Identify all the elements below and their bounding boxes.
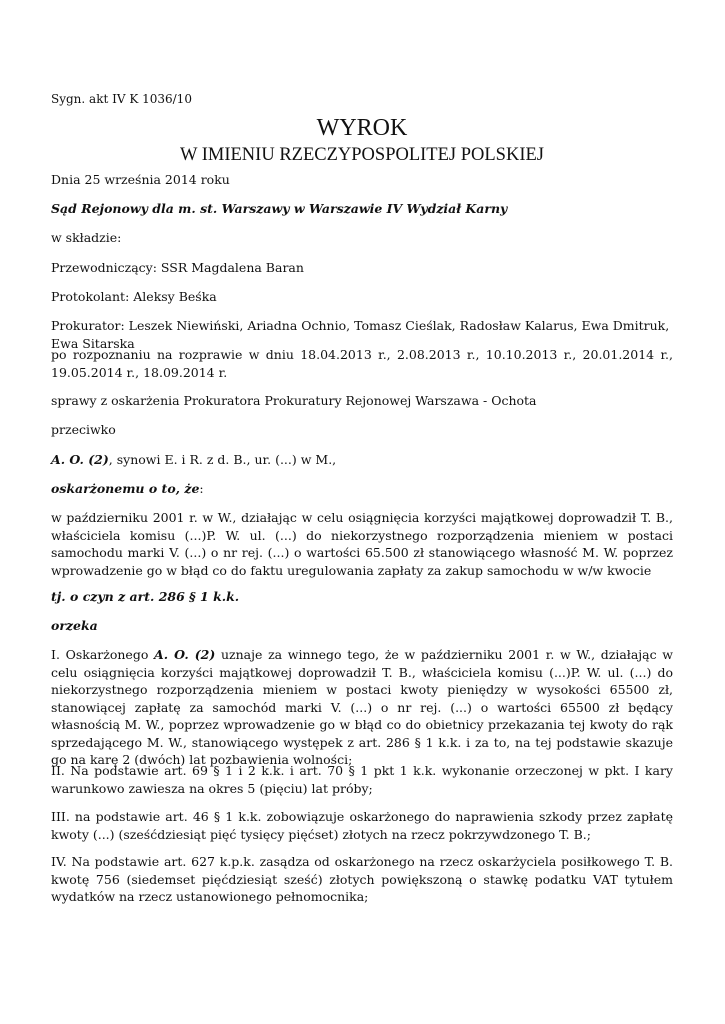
date-line: Dnia 25 września 2014 roku xyxy=(51,172,230,187)
point-1-name: A. O. (2) xyxy=(154,647,216,662)
hearing-line: po rozpoznaniu na rozprawie w dniu 18.04.2013 r., 2.08.2013 r., 10.10.2013 r., 20.01.2014 r., 19.05.2014 r., 18.09.2014 r. xyxy=(51,347,673,380)
case-from-line: sprawy z oskarżenia Prokuratora Prokuratury Rejonowej Warszawa - Ochota xyxy=(51,393,537,408)
chair-line: Przewodniczący: SSR Magdalena Baran xyxy=(51,260,304,275)
prosecutor-line: Prokurator: Leszek Niewiński, Ariadna Ochnio, Tomasz Cieślak, Radosław Kalarus, Ewa Dmitruk, Ewa Sitarska xyxy=(51,318,670,351)
document-title: WYROK xyxy=(316,115,408,141)
article-line: tj. o czyn z art. 286 § 1 k.k. xyxy=(51,589,240,604)
point-1-prefix: I. Oskarżonego xyxy=(51,647,155,662)
point-1 xyxy=(51,646,673,769)
accused-of-suffix: : xyxy=(199,481,204,496)
composition-label: w składzie: xyxy=(51,230,122,245)
ruling-word: orzeka xyxy=(51,618,98,633)
defendant-line xyxy=(51,451,673,469)
court-name: Sąd Rejonowy dla m. st. Warszawy w Warszawie IV Wydział Karny xyxy=(51,201,508,216)
point-3: III. na podstawie art. 46 § 1 k.k. zobowiązuje oskarżonego do naprawienia szkody przez zapłatę kwoty (...) (sześćdziesiąt pięć tysięcy pięćset) złotych na rzecz pokrzywdzonego T. B.; xyxy=(51,809,673,842)
clerk-line: Protokolant: Aleksy Beśka xyxy=(51,289,217,304)
accused-of-line xyxy=(51,480,673,498)
charge-paragraph: w październiku 2001 r. w W., działając w celu osiągnięcia korzyści majątkowej doprowadził T. B., właściciela komisu (...)P. W. ul. (...) do niekorzystnego rozporządzenia mieniem w postaci samochodu marki V. (...) o nr rej. (...) o wartości 65.500 zł stanowiącego własność M. W. poprzez wprowadzenie go w błąd co do faktu uregulowania zapłaty za zakup samochodu w w/w kwocie xyxy=(51,510,673,578)
defendant-name: A. O. (2) xyxy=(51,452,109,467)
against-line: przeciwko xyxy=(51,422,116,437)
defendant-details: , synowi E. i R. z d. B., ur. (...) w M., xyxy=(108,452,337,467)
point-1-text: uznaje za winnego tego, że w październiku 2001 r. w W., działając w celu osiągnięcia korzyści majątkowej doprowadził T. B., właściciela komisu (...)P. W. ul. (...) do niekorzystnego rozporządzenia mieniem w postaci kwoty pieniędzy w wysokości 65500 zł, stanowiącej zapłatę za samochód marki V. (...) o nr rej. (...) o wartości 65500 zł będący własnością M. W., poprzez wprowadzenie go w błąd co do obietnicy przekazania tej kwoty do rąk sprzedającego M. W., stanowiącego występek z art. 286 § 1 k.k. i za to, na tej podstawie skazuje go na karę 2 (dwóch) lat pozbawienia wolności; xyxy=(51,647,673,767)
case-signature: Sygn. akt IV K 1036/10 xyxy=(51,92,192,106)
document-subtitle: W IMIENIU RZECZYPOSPOLITEJ POLSKIEJ xyxy=(179,145,544,165)
accused-of-label: oskarżonemu o to, że xyxy=(51,481,200,496)
point-4: IV. Na podstawie art. 627 k.p.k. zasądza od oskarżonego na rzecz oskarżyciela posiłkowego T. B. kwotę 756 (siedemset pięćdziesiąt sześć) złotych powiększoną o stawkę podatku VAT tytułem wydatków na rzecz ustanowionego pełnomocnika; xyxy=(51,854,673,904)
point-2: II. Na podstawie art. 69 § 1 i 2 k.k. i art. 70 § 1 pkt 1 k.k. wykonanie orzeczonej w pkt. I kary warunkowo zawiesza na okres 5 (pięciu) lat próby; xyxy=(51,763,673,796)
